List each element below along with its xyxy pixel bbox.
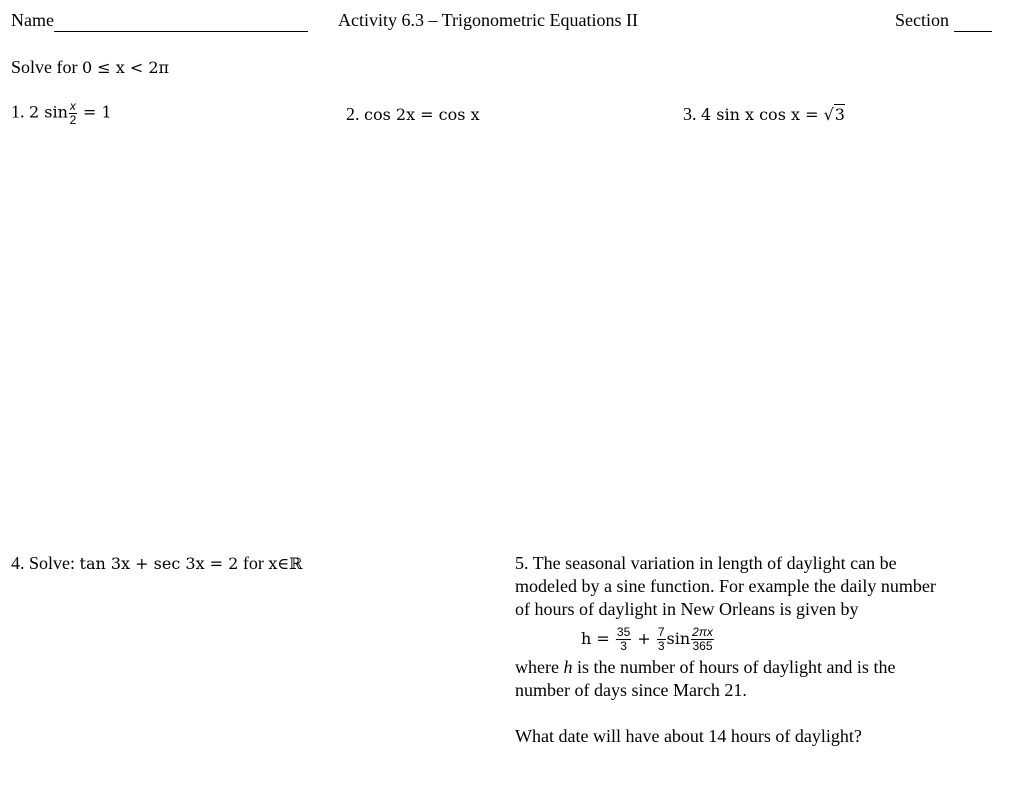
denominator: 365 [692,639,713,654]
math: 4 sin x cos x = [701,105,824,124]
text-line [515,656,936,679]
math: + [632,629,656,648]
radical-sign: √ [823,105,834,124]
problem-4 [11,553,303,574]
math: 2 sin [29,102,68,122]
instructions-math: 0 ≤ x < 2π [82,58,170,77]
text: is the number of hours of daylight and is the [572,657,896,677]
problem-2 [346,104,480,125]
problem-3 [683,104,845,125]
math: tan 3x + sec 3x = 2 [79,554,239,573]
page-title: Activity 6.3 – Trigonometric Equations II [338,10,638,30]
math: cos 2x = cos x [364,105,480,124]
section-label: Section [895,10,949,30]
name-field [11,10,308,32]
section-field [895,10,992,32]
denominator: 2 [69,113,77,127]
math: x∈ℝ [268,554,303,573]
numerator: 7 [657,625,665,640]
problem-number: 1. [11,101,29,122]
numerator: 35 [616,625,631,640]
numerator: x [69,99,76,113]
text-line: 5. The seasonal variation in length of daylight can be [515,553,897,573]
problem-5 [515,552,936,748]
text: for [238,553,269,573]
formula [515,621,936,656]
question: What date will have about 14 hours of daylight? [515,726,862,746]
fraction [69,100,77,127]
problem-label: 4. Solve: [11,553,80,573]
name-blank [54,10,308,32]
text-line: number of days since March 21. [515,680,747,700]
instructions-text: Solve for [11,57,82,77]
fraction [657,626,666,653]
math: sin [666,629,691,648]
text-line: modeled by a sine function. For example the daily number [515,576,936,596]
denominator: 3 [620,639,627,654]
instructions [11,57,169,78]
problem-number: 2. [346,104,364,124]
fraction [691,626,714,653]
name-label: Name [11,10,54,30]
section-blank [954,10,992,32]
variable: h [563,657,573,677]
text: where [515,657,564,677]
math: h = [581,629,615,648]
math: = 1 [77,102,112,122]
text-line: of hours of daylight in New Orleans is given by [515,599,859,619]
problem-1 [11,100,112,127]
radicand: 3 [834,105,845,124]
fraction [616,626,631,653]
denominator: 3 [657,639,665,654]
problem-number: 3. [683,104,701,124]
numerator: 2πx [692,625,713,640]
